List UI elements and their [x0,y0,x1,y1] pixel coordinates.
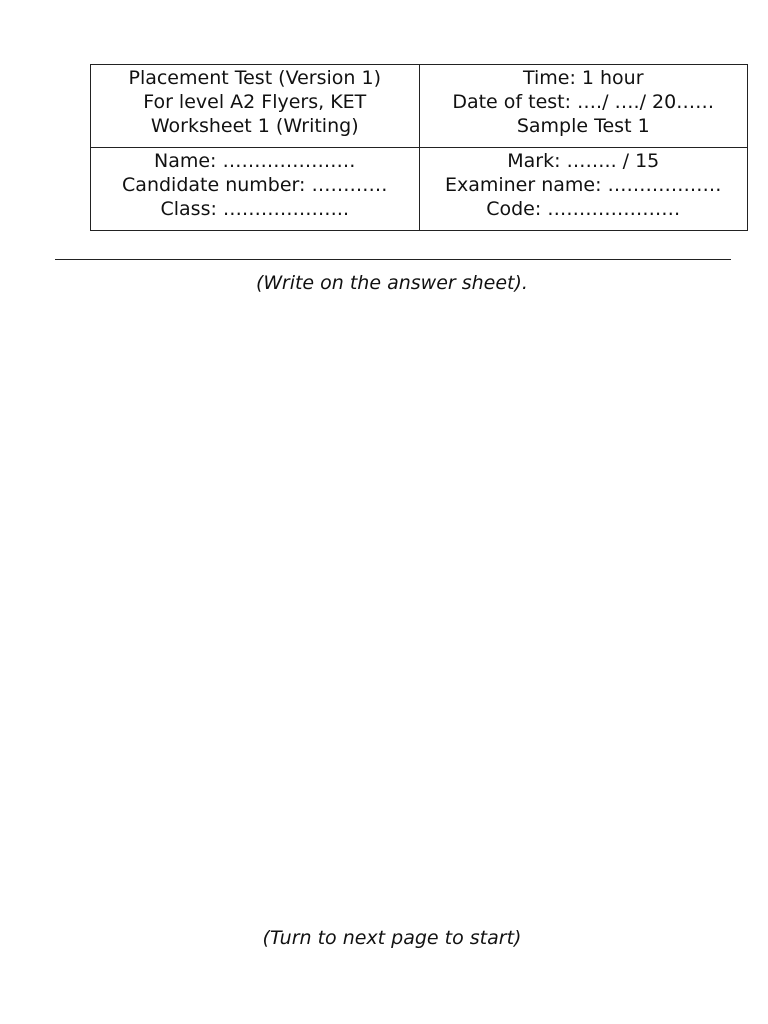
test-info-cell [91,65,420,148]
header-row-top [91,65,748,148]
header-table [90,64,748,231]
test-schedule-cell [419,65,748,148]
candidate-info-cell [91,148,420,231]
test-level: For level A2 Flyers, KET [143,91,367,113]
time-limit: Time: 1 hour [522,67,644,89]
worksheet-label: Worksheet 1 (Writing) [150,115,359,137]
examiner-name-field: Examiner name: ……………… [444,174,722,196]
name-field: Name: ………………… [154,150,356,172]
code-field: Code: ………………… [486,198,681,220]
date-of-test: Date of test: …./ …./ 20…… [452,91,715,113]
examiner-info-cell [419,148,748,231]
header-row-bottom [91,148,748,231]
horizontal-divider [55,259,731,260]
mark-field: Mark: …….. / 15 [507,150,660,172]
sample-test-label: Sample Test 1 [516,115,650,137]
turn-page-instruction: (Turn to next page to start) [262,927,522,949]
answer-sheet-instruction: (Write on the answer sheet). [256,272,528,294]
class-field: Class: ……………….. [160,198,349,220]
test-title: Placement Test (Version 1) [128,67,382,89]
candidate-number-field: Candidate number: ………… [122,174,388,196]
